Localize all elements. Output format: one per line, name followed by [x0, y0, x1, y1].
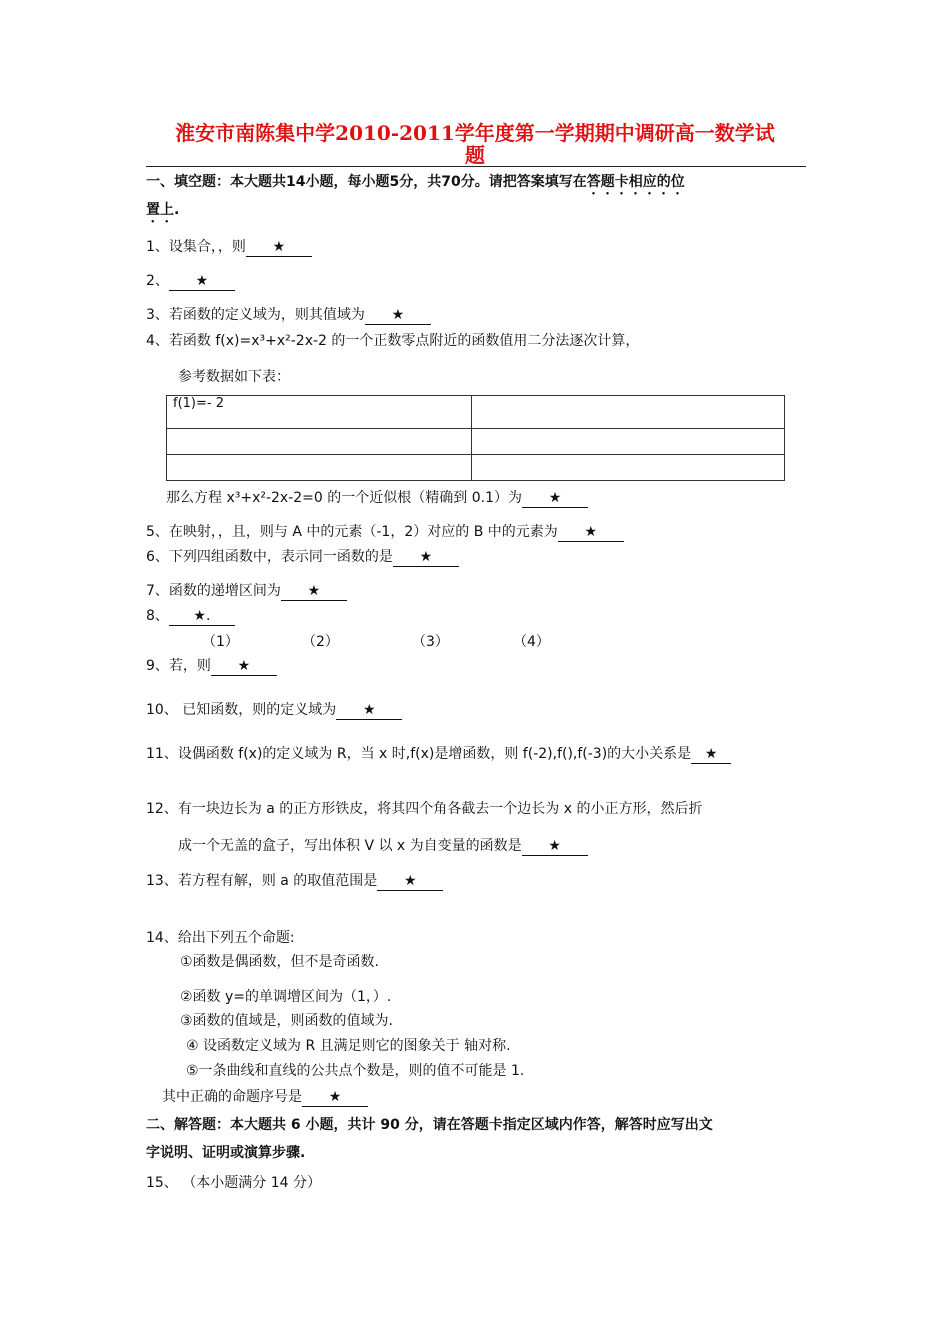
title-line-1: 淮安市南陈集中学2010-2011学年度第一学期期中调研高一数学试: [175, 121, 775, 145]
question-6-text: 6、下列四组函数中，表示同一函数的是: [146, 549, 393, 565]
question-15: 15、 （本小题满分 14 分）: [146, 1175, 321, 1191]
section1-heading-text: 一、填空题：本大题共14小题，每小题5分，共70分。请把答案填写在: [146, 174, 587, 190]
question-7-text: 7、函数的递增区间为: [146, 583, 281, 599]
question-8-text: 8、: [146, 608, 169, 624]
table-cell: [472, 429, 785, 455]
proposition-4: ④ 设函数定义域为 R 且满足则它的图象关于 轴对称.: [186, 1038, 511, 1054]
table-cell: f(1)=- 2: [167, 396, 472, 429]
answer-blank-6[interactable]: ★: [393, 549, 459, 567]
question-14-conclusion: [162, 1088, 368, 1107]
title-rule: [146, 166, 806, 167]
table-cell: [472, 455, 785, 481]
question-3-text: 3、若函数的定义域为，则其值域为: [146, 307, 365, 323]
section2-heading-cont: 字说明、证明或演算步骤.: [146, 1145, 306, 1161]
figure-label-4: （4）: [513, 634, 550, 650]
question-13-text: 13、若方程有解，则 a 的取值范围是: [146, 873, 378, 889]
question-2: [146, 272, 235, 291]
table-cell: [167, 429, 472, 455]
answer-blank-13[interactable]: ★: [377, 873, 443, 891]
answer-blank-11[interactable]: ★: [691, 746, 731, 764]
question-14-conclusion-text: 其中正确的命题序号是: [162, 1089, 302, 1105]
reference-data-table: [166, 395, 785, 481]
question-2-text: 2、: [146, 273, 169, 289]
answer-blank-10[interactable]: ★: [336, 702, 402, 720]
section1-heading-cont: [146, 201, 179, 226]
answer-blank-7[interactable]: ★: [281, 583, 347, 601]
answer-blank-4[interactable]: ★: [522, 490, 588, 508]
answer-blank-9[interactable]: ★: [211, 658, 277, 676]
question-4-reference-note: 参考数据如下表：: [178, 369, 290, 385]
question-5: [146, 523, 624, 542]
section1-heading-end: .: [174, 202, 180, 218]
proposition-2: ②函数 y=的单调增区间为（1，）.: [180, 989, 392, 1005]
table-row: [167, 455, 785, 481]
figure-label-3: （3）: [412, 634, 449, 650]
question-11-text: 11、设偶函数 f(x)的定义域为 R，当 x 时,f(x)是增函数，则 f(-2),f(),f(-3)的大小关系是: [146, 746, 692, 762]
answer-blank-3[interactable]: ★: [365, 307, 431, 325]
section1-heading-dotted: 答题卡相应的位: [586, 174, 685, 190]
table-row: [167, 429, 785, 455]
question-12-cont: [178, 837, 588, 856]
question-13: [146, 872, 443, 891]
question-12: 12、有一块边长为 a 的正方形铁皮，将其四个角各截去一个边长为 x 的小正方形，然后折: [146, 801, 703, 817]
answer-blank-14[interactable]: ★: [302, 1089, 368, 1107]
question-4-conclusion: [166, 489, 588, 508]
question-6: [146, 548, 459, 567]
question-9: [146, 657, 277, 676]
question-1-text: 1、设集合，，则: [146, 239, 246, 255]
question-10-text: 10、 已知函数，则的定义域为: [146, 702, 337, 718]
proposition-5: ⑤一条曲线和直线的公共点个数是，则的值不可能是 1.: [186, 1063, 525, 1079]
figure-label-2: （2）: [302, 634, 339, 650]
title-line-2: 题: [465, 143, 485, 167]
answer-blank-2[interactable]: ★: [169, 273, 235, 291]
proposition-3: ③函数的值域是，则函数的值域为.: [180, 1013, 394, 1029]
question-4: 4、若函数 f(x)=x³+x²-2x-2 的一个正数零点附近的函数值用二分法逐次计算，: [146, 333, 640, 349]
proposition-1: ①函数是偶函数，但不是奇函数.: [180, 954, 380, 970]
question-5-text: 5、在映射，，且，则与 A 中的元素（-1，2）对应的 B 中的元素为: [146, 524, 558, 540]
section2-heading: 二、解答题：本大题共 6 小题，共计 90 分，请在答题卡指定区域内作答，解答时应写出文: [146, 1117, 713, 1133]
question-8: [146, 607, 235, 626]
question-11: [146, 745, 731, 764]
figure-label-1: （1）: [202, 634, 239, 650]
question-10: [146, 701, 402, 720]
table-cell: [167, 455, 472, 481]
question-7: [146, 582, 347, 601]
question-3: [146, 306, 431, 325]
answer-blank-1[interactable]: ★: [246, 239, 312, 257]
section1-heading: [146, 173, 685, 198]
question-9-text: 9、若，则: [146, 658, 211, 674]
answer-blank-5[interactable]: ★: [558, 524, 624, 542]
question-4-conclusion-text: 那么方程 x³+x²-2x-2=0 的一个近似根（精确到 0.1）为: [166, 490, 522, 506]
table-cell: [472, 396, 785, 429]
answer-blank-8[interactable]: [169, 608, 235, 626]
answer-blank-12[interactable]: ★: [522, 838, 588, 856]
answer-blank-8-end: .: [205, 608, 211, 624]
table-row: [167, 396, 785, 429]
section1-heading-dotted-2: 置上: [146, 202, 174, 218]
question-14: 14、给出下列五个命题:: [146, 930, 295, 946]
answer-blank-8-star: ★: [193, 608, 206, 624]
question-1: [146, 238, 312, 257]
question-12-cont-text: 成一个无盖的盒子，写出体积 V 以 x 为自变量的函数是: [178, 838, 522, 854]
